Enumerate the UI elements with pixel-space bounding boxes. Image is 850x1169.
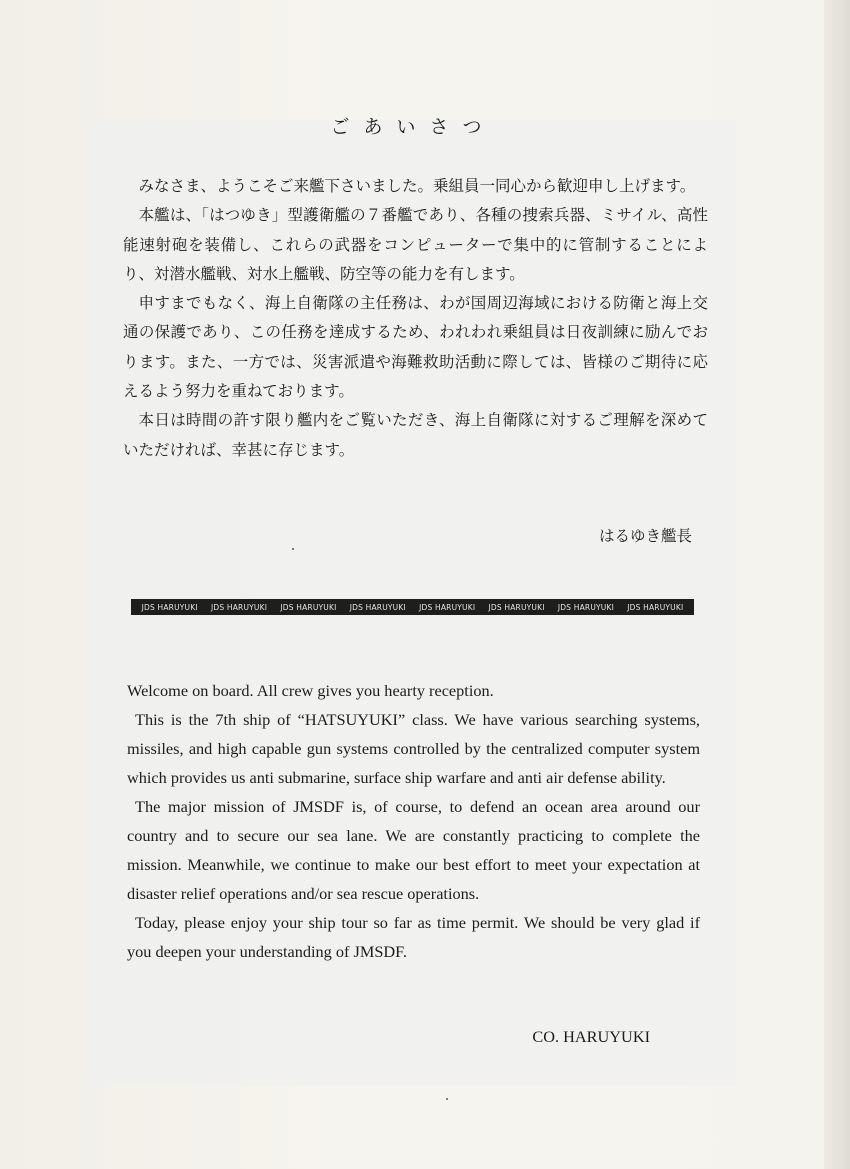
japanese-paragraph: 本艦は、「はつゆき」型護衛艦の７番艦であり、各種の捜索兵器、ミサイル、高性能速射砲を装備し、これらの武器をコンピューターで集中的に管制することにより、対潜水艦戦、対水上艦戦、防空等の能力を有します。 (123, 206, 708, 283)
divider-label: JDS HARUYUKI (349, 602, 406, 612)
divider-label: JDS HARUYUKI (627, 602, 684, 612)
paper-speck (446, 1098, 448, 1100)
japanese-signature: はるゆき艦長 (598, 527, 692, 545)
ship-name-divider-band (131, 599, 694, 615)
japanese-paragraph: 本日は時間の許す限り艦内をご覧いただき、海上自衛隊に対するご理解を深めていただければ、幸甚に存じます。 (123, 411, 708, 459)
divider-label: JDS HARUYUKI (557, 602, 615, 612)
english-greeting-body (127, 676, 700, 966)
japanese-greeting-body (123, 172, 708, 465)
paper-speck (292, 548, 294, 550)
japanese-greeting-title: ごあいさつ (330, 116, 496, 138)
divider-label: JDS HARUYUKI (141, 602, 198, 612)
japanese-paragraph: みなさま、ようこそご来艦下さいました。乗組員一同心から歓迎申し上げます。 (138, 177, 696, 195)
english-paragraph: Today, please enjoy your ship tour so far as time permit. We should be very glad if you deepen your understanding of JMSDF. (127, 913, 700, 961)
divider-label: JDS HARUYUKI (488, 602, 545, 612)
english-signature: CO. HARUYUKI (532, 1027, 650, 1046)
divider-label: JDS HARUYUKI (419, 602, 476, 612)
divider-label: JDS HARUYUKI (210, 602, 268, 612)
japanese-paragraph: 申すまでもなく、海上自衛隊の主任務は、わが国周辺海域における防衛と海上交通の保護であり、この任務を達成するため、われわれ乗組員は日夜訓練に励んでおります。また、一方では、災害派遣や海難救助活動に際しては、皆様のご期待に応えるよう努力を重ねております。 (123, 294, 708, 401)
english-paragraph: Welcome on board. All crew gives you hearty reception. (127, 681, 494, 700)
english-paragraph: This is the 7th ship of “HATSUYUKI” class. We have various searching systems, missiles, and high capable gun systems controlled by the centralized computer system which provides us anti submarine, surface ship warfare and anti air defense ability. (127, 710, 700, 787)
paper-edge-shadow (824, 0, 850, 1169)
english-paragraph: The major mission of JMSDF is, of course, to defend an ocean area around our country and to secure our sea lane. We are constantly practicing to complete the mission. Meanwhile, we continue to make our best effort to meet your expectation at disaster relief operations and/or sea rescue operations. (127, 797, 700, 903)
divider-label: JDS HARUYUKI (280, 602, 337, 612)
